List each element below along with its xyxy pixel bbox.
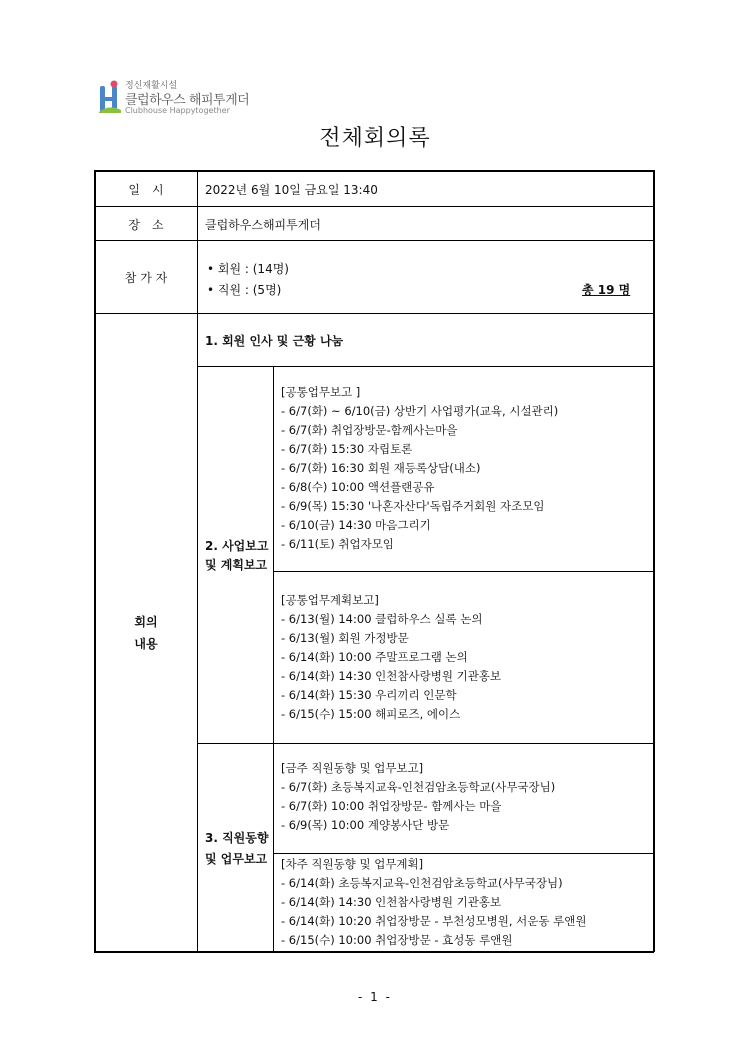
label-column-divider <box>197 170 198 952</box>
list-item: - 6/14(화) 15:30 우리끼리 인문학 <box>281 688 457 702</box>
list-heading: [금주 직원동향 및 업무보고] <box>281 761 424 775</box>
attendees-label: 참 가 자 <box>124 271 168 285</box>
this-week-staff-report <box>281 759 555 835</box>
subsection-divider <box>273 853 654 854</box>
section1-title: 1. 회원 인사 및 근황 나눔 <box>205 334 344 348</box>
list-item: - 6/14(화) 14:30 인천참사랑병원 기관홍보 <box>281 669 502 683</box>
subsection-column-divider <box>273 366 274 952</box>
logo-english-name: Clubhouse Happytogether <box>125 106 230 115</box>
list-item: - 6/11(토) 취업자모임 <box>281 537 394 551</box>
content-label-2: 내용 <box>134 637 158 651</box>
page-number: - 1 - <box>358 990 392 1004</box>
list-item: - 6/13(월) 14:00 클럽하우스 실록 논의 <box>281 612 483 626</box>
members-count: • 회원 : (14명) <box>207 262 289 276</box>
list-item: - 6/14(화) 초등복지교육-인천검암초등학교(사무국장님) <box>281 876 563 890</box>
row-divider <box>94 240 654 241</box>
list-item: - 6/15(수) 10:00 취업장방문 - 효성동 루앤원 <box>281 933 513 947</box>
place-label: 장 소 <box>128 218 164 232</box>
row-divider <box>94 313 654 314</box>
document-title: 전체회의록 <box>319 126 431 151</box>
list-item: - 6/14(화) 10:20 취업장방문 - 부천성모병원, 서운동 루앤원 <box>281 914 587 928</box>
list-heading: [차주 직원동향 및 업무계획] <box>281 857 424 871</box>
table-border-left <box>94 170 96 952</box>
section3-title-line2: 및 업무보고 <box>205 852 268 866</box>
date-value: 2022년 6월 10일 금요일 13:40 <box>205 183 378 197</box>
list-item: - 6/7(화) 취업장방문-함께사는마을 <box>281 423 458 437</box>
logo-subtitle: 정신재활시설 <box>125 81 178 91</box>
total-count: 총 19 명 <box>582 283 631 297</box>
list-item: - 6/14(화) 14:30 인천참사랑병원 기관홍보 <box>281 895 502 909</box>
list-item: - 6/7(화) ~ 6/10(금) 상반기 사업평가(교육, 시설관리) <box>281 404 559 418</box>
list-item: - 6/7(화) 16:30 회원 재등록상담(내소) <box>281 461 481 475</box>
table-border-right <box>653 170 655 952</box>
next-week-staff-plan <box>281 855 586 950</box>
common-work-plan <box>281 591 501 724</box>
content-label-1: 회의 <box>134 615 158 629</box>
list-item: - 6/9(목) 10:00 계양봉사단 방문 <box>281 818 450 832</box>
logo-name: 클럽하우스 해피투게더 <box>125 93 250 108</box>
list-item: - 6/7(화) 10:00 취업장방문- 함께사는 마을 <box>281 799 502 813</box>
list-item: - 6/7(화) 15:30 자립토론 <box>281 442 413 456</box>
common-work-report <box>281 383 558 554</box>
section3-title-line1: 3. 직원동향 <box>205 831 269 845</box>
list-item: - 6/13(월) 회원 가정방문 <box>281 631 409 645</box>
table-border-top <box>94 170 654 172</box>
list-item: - 6/15(수) 15:00 해피로즈, 에이스 <box>281 707 461 721</box>
date-label: 일 시 <box>128 183 164 197</box>
staff-count: • 직원 : (5명) <box>207 283 282 297</box>
section2-title-line2: 및 계획보고 <box>205 558 268 572</box>
list-heading: [공통업무보고 ] <box>281 385 361 399</box>
list-heading: [공통업무계획보고] <box>281 593 379 607</box>
row-divider <box>197 366 654 367</box>
table-border-bottom <box>94 951 654 953</box>
section2-title-line1: 2. 사업보고 <box>205 539 269 553</box>
subsection-divider <box>273 571 654 572</box>
row-divider <box>94 206 654 207</box>
list-item: - 6/9(목) 15:30 '나혼자산다'독립주거회원 자조모임 <box>281 499 545 513</box>
row-divider <box>197 743 654 744</box>
list-item: - 6/7(화) 초등복지교육-인천검암초등학교(사무국장님) <box>281 780 556 794</box>
list-item: - 6/10(금) 14:30 마음그리기 <box>281 518 431 532</box>
list-item: - 6/14(화) 10:00 주말프로그램 논의 <box>281 650 468 664</box>
place-value: 클럽하우스해피투게더 <box>205 218 321 232</box>
list-item: - 6/8(수) 10:00 액션플랜공유 <box>281 480 435 494</box>
